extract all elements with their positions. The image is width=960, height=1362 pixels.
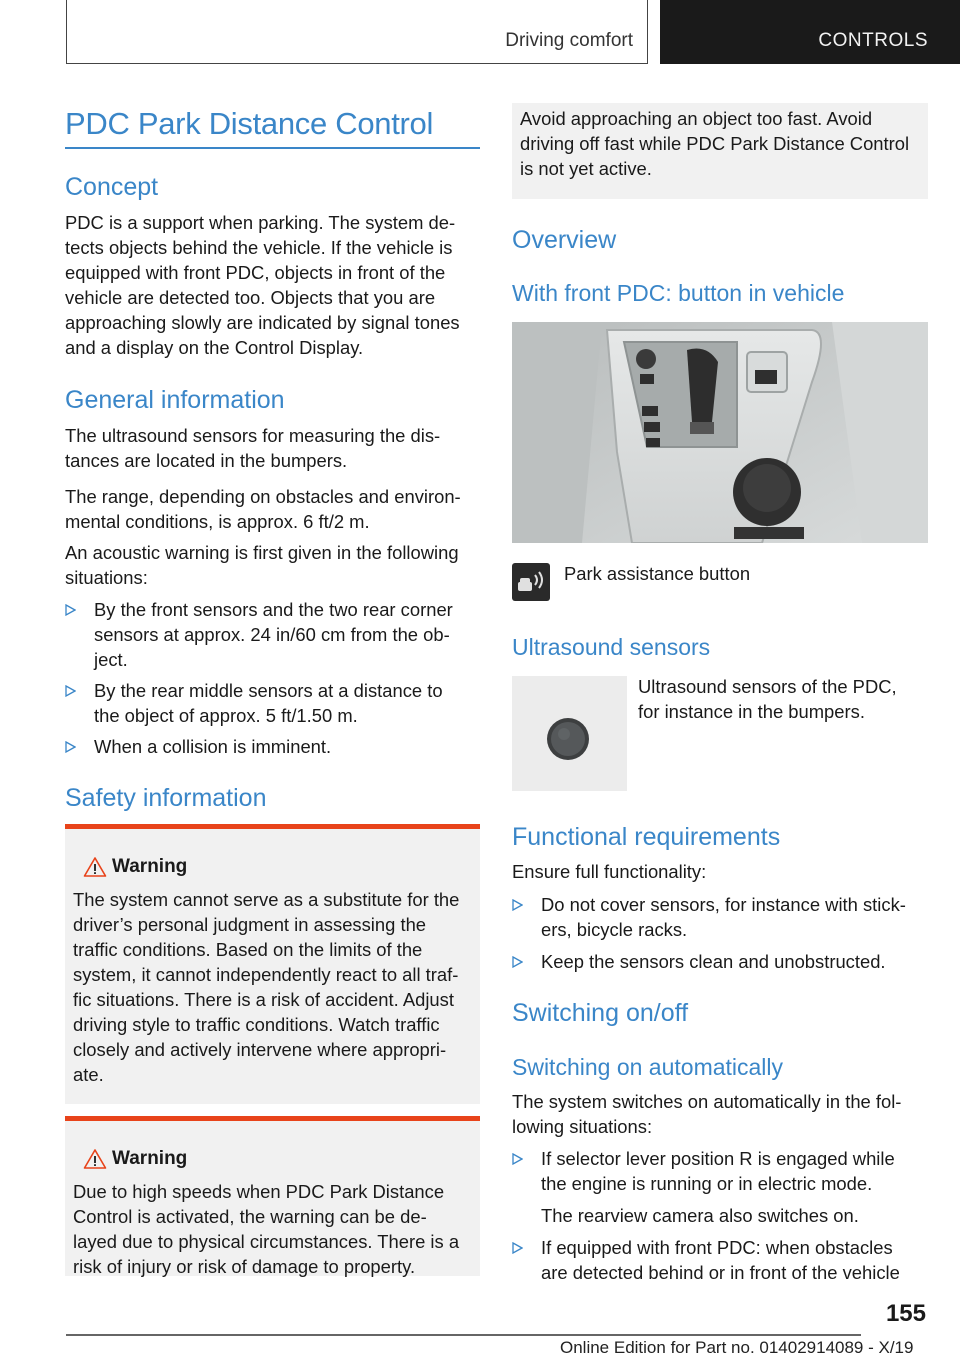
ultrasound-sensor-image — [512, 676, 627, 791]
warning-line: ate. — [73, 1064, 104, 1085]
bullet-line: By the front sensors and the two rear corner — [94, 599, 453, 620]
switching-subheading: Switching on automatically — [512, 1054, 784, 1080]
functional-heading: Functional requirements — [512, 823, 781, 851]
general-p1: The ultrasound sensors for measuring the dis‐ — [65, 425, 441, 446]
concept-line: vehicle are detected too. Objects that you are — [65, 287, 436, 308]
list-item — [65, 597, 480, 672]
header-section-title: Driving comfort — [505, 30, 633, 51]
triangle-bullet-icon — [512, 956, 523, 968]
warning-line: layed due to physical circumstances. There is a — [73, 1231, 460, 1252]
warning-line: Due to high speeds when PDC Park Distance — [73, 1181, 445, 1202]
header-chapter-box — [660, 0, 960, 64]
switching-intro: lowing situations: — [512, 1116, 653, 1137]
header-section-box — [66, 0, 648, 64]
warning-title: Warning — [112, 856, 188, 877]
page-number: 155 — [885, 1300, 926, 1327]
park-assist-icon — [512, 563, 550, 601]
center-console-illustration — [512, 322, 928, 543]
sensors-line: for instance in the bumpers. — [638, 701, 865, 722]
bullet-line: sensors at approx. 24 in/60 cm from the ob‐ — [94, 624, 450, 645]
concept-line: equipped with front PDC, objects in front of the — [65, 262, 446, 283]
concept-line: and a display on the Control Display. — [65, 337, 364, 358]
bullet-extra-line: The rearview camera also switches on. — [541, 1205, 859, 1226]
page-title: PDC Park Distance Control — [65, 106, 434, 141]
bullet-line: If selector lever position R is engaged while — [541, 1148, 895, 1169]
park-assist-label: Park assistance button — [564, 563, 751, 584]
center-console-image — [512, 322, 928, 543]
warning-line: fic situations. There is a risk of accident. Adjust — [73, 989, 454, 1010]
bullet-line: Do not cover sensors, for instance with stick‐ — [541, 894, 906, 915]
triangle-bullet-icon — [512, 1153, 523, 1165]
warning-box — [65, 824, 480, 1104]
warning-line: risk of injury or risk of damage to property. — [73, 1256, 416, 1277]
overview-heading: Overview — [512, 226, 617, 254]
list-item — [512, 892, 928, 942]
triangle-bullet-icon — [65, 685, 76, 697]
list-item — [512, 1146, 928, 1226]
footer-rule — [66, 1334, 861, 1336]
bullet-line: the object of approx. 5 ft/1.50 m. — [94, 705, 358, 726]
warning-line: driving style to traffic conditions. Watch traffic — [73, 1014, 440, 1035]
bullet-line: By the rear middle sensors at a distance to — [94, 680, 443, 701]
warning-title: Warning — [112, 1148, 188, 1169]
warning-line: driver’s personal judgment in assessing the — [73, 914, 427, 935]
note-line: Avoid approaching an object too fast. Avoid — [520, 108, 873, 129]
general-p1: tances are located in the bumpers. — [65, 450, 348, 471]
bullet-line: are detected behind or in front of the vehicle — [541, 1262, 900, 1283]
triangle-bullet-icon — [65, 741, 76, 753]
concept-line: tects objects behind the vehicle. If the vehicle is — [65, 237, 453, 258]
concept-heading: Concept — [65, 173, 159, 201]
warning-triangle-icon — [83, 1148, 107, 1170]
warning-line: traffic conditions. Based on the limits of the — [73, 939, 423, 960]
bullet-line: the engine is running or in electric mode. — [541, 1173, 873, 1194]
bullet-line: When a collision is imminent. — [94, 736, 332, 757]
triangle-bullet-icon — [512, 899, 523, 911]
switching-heading: Switching on/off — [512, 999, 689, 1027]
warning-box — [65, 1116, 480, 1276]
list-item — [512, 1235, 928, 1285]
bullet-line: If equipped with front PDC: when obstacles — [541, 1237, 893, 1258]
triangle-bullet-icon — [65, 604, 76, 616]
concept-line: approaching slowly are indicated by signal tones — [65, 312, 460, 333]
list-item — [65, 678, 480, 728]
concept-line: PDC is a support when parking. The system de‐ — [65, 212, 456, 233]
functional-intro: Ensure full functionality: — [512, 861, 707, 882]
list-item — [512, 949, 928, 974]
general-p3: situations: — [65, 567, 148, 588]
general-heading: General information — [65, 386, 285, 414]
overview-subheading: With front PDC: button in vehicle — [512, 280, 845, 306]
header-chapter-title: CONTROLS — [818, 30, 928, 51]
warning-line: Control is activated, the warning can be de‐ — [73, 1206, 427, 1227]
sensors-line: Ultrasound sensors of the PDC, — [638, 676, 897, 697]
general-p2: The range, depending on obstacles and environ‐ — [65, 486, 461, 507]
bullet-line: Keep the sensors clean and unobstructed. — [541, 951, 886, 972]
switching-intro: The system switches on automatically in the fol‐ — [512, 1091, 902, 1112]
note-line: driving off fast while PDC Park Distance Control — [520, 133, 910, 154]
warning-line: system, it cannot independently react to all traf‐ — [73, 964, 459, 985]
list-item — [65, 734, 480, 759]
footer-edition: Online Edition for Part no. 01402914089 - X/19 — [560, 1338, 914, 1357]
title-rule — [65, 147, 480, 149]
bullet-line: ject. — [94, 649, 128, 670]
safety-heading: Safety information — [65, 784, 267, 812]
warning-line: The system cannot serve as a substitute for the — [73, 889, 460, 910]
general-p2: mental conditions, is approx. 6 ft/2 m. — [65, 511, 370, 532]
general-p3: An acoustic warning is first given in the following — [65, 542, 459, 563]
note-box — [512, 103, 928, 199]
bullet-line: ers, bicycle racks. — [541, 919, 688, 940]
sensors-heading: Ultrasound sensors — [512, 634, 711, 660]
triangle-bullet-icon — [512, 1242, 523, 1254]
warning-triangle-icon — [83, 856, 107, 878]
warning-line: closely and actively intervene where appropri‐ — [73, 1039, 447, 1060]
note-line: is not yet active. — [520, 158, 652, 179]
